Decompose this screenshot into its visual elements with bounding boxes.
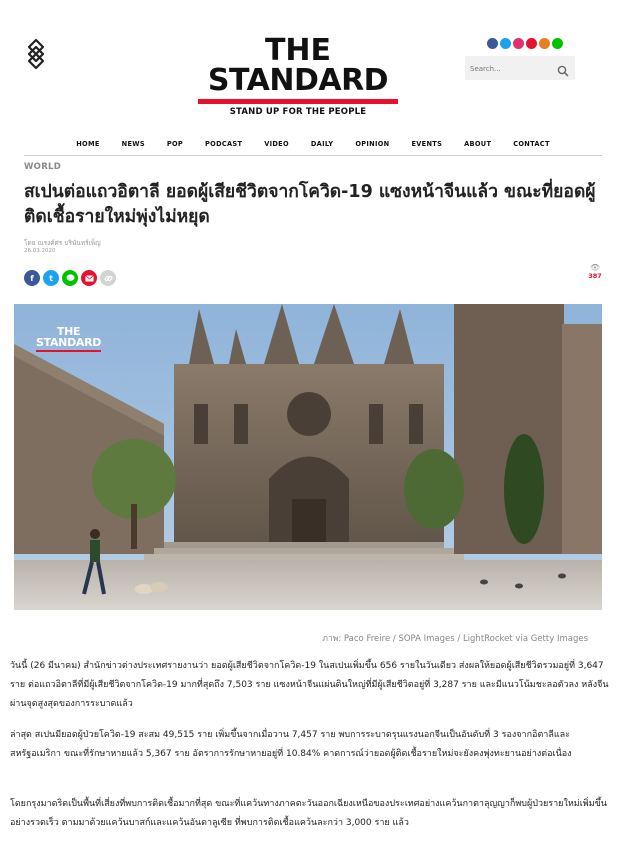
line-icon[interactable]	[62, 270, 78, 286]
article-byline: โดย ณรงค์ศร บรินันทร์เพ็ญ	[24, 239, 101, 247]
nav-item-podcast[interactable]: PODCAST	[205, 140, 243, 148]
facebook-icon[interactable]: f	[24, 270, 40, 286]
twitter-icon[interactable]: t	[43, 270, 59, 286]
site-menu-icon[interactable]	[20, 38, 52, 70]
site-tagline: STAND UP FOR THE PEOPLE	[229, 107, 367, 117]
nav-item-news[interactable]: NEWS	[121, 140, 145, 148]
link-icon[interactable]	[100, 270, 116, 286]
view-counter	[585, 264, 605, 280]
facebook-icon[interactable]	[487, 38, 498, 49]
line-icon[interactable]	[552, 38, 563, 49]
article-title: สเปนต่อแถวอิตาลี ยอดผู้เสียชีวิตจากโควิด-19 แซงหน้าจีนแล้ว ขณะที่ยอดผู้ติดเชื้อรายใหม่พุ่งไม่หยุด	[24, 182, 596, 227]
logo-line-the: THE	[264, 33, 332, 68]
image-watermark	[36, 326, 101, 352]
nav-item-video[interactable]: VIDEO	[264, 140, 289, 148]
soundcloud-icon[interactable]	[539, 38, 550, 49]
social-links	[487, 38, 563, 49]
twitter-icon[interactable]	[500, 38, 511, 49]
nav-item-opinion[interactable]: OPINION	[355, 140, 390, 148]
main-nav	[24, 140, 602, 148]
nav-item-about[interactable]: ABOUT	[464, 140, 492, 148]
youtube-icon[interactable]	[526, 38, 537, 49]
search-box	[465, 56, 575, 80]
watermark-line-standard: STANDARD	[36, 336, 102, 349]
nav-item-pop[interactable]: POP	[166, 140, 184, 148]
article-date: 26.03.2020	[24, 248, 56, 254]
share-buttons	[24, 270, 116, 286]
email-icon[interactable]	[81, 270, 97, 286]
image-caption: ภาพ: Paco Freire / SOPA Images / LightRocket via Getty Images	[322, 634, 588, 644]
watermark-red-bar	[36, 350, 101, 352]
view-count: 387	[588, 272, 602, 280]
logo-line-standard: STANDARD	[207, 63, 389, 98]
site-logo[interactable]	[192, 33, 404, 104]
article-paragraph-1: วันนี้ (26 มีนาคม) สำนักข่าวต่างประเทศรายงานว่า ยอดผู้เสียชีวิตจากโควิด-19 ในสเปนเพิ่มขึ้น 656 รายในวันเดียว ส่งผลให้ยอดผู้เสียชีวิตรวมอยู่ที่ 3,647 ราย ต่อแถวอิตาลีที่มีผู้เสียชีวิตจากโควิด-19 มากที่สุดถึง 7,503 ราย แซงหน้าจีนแผ่นดินใหญ่ที่มีผู้เสียชีวิตอยู่ที่ 3,287 ราย และมีแนวโน้มชะลอตัวลง หลังจีนผ่านจุดสูงสุดของการระบาดแล้ว	[10, 661, 609, 709]
article-paragraph-3: โดยกรุงมาดริดเป็นพื้นที่เสี่ยงที่พบการติดเชื้อมากที่สุด ขณะที่แคว้นทางภาคตะวันออกเฉียงเหนือของประเทศอย่างแคว้นกาตาลุญญาก็พบผู้ป่วยรายใหม่เพิ่มขึ้นอย่างรวดเร็ว ตามมาด้วยแคว้นบาสก์และแคว้นอันดาลูเซีย ที่พบการติดเชื้อแคว้นละกว่า 3,000 ราย แล้ว	[10, 799, 607, 828]
search-input[interactable]	[465, 57, 555, 81]
eye-icon: 👁	[589, 263, 601, 272]
nav-divider	[24, 155, 602, 156]
nav-item-home[interactable]: HOME	[76, 140, 100, 148]
nav-item-daily[interactable]: DAILY	[310, 140, 334, 148]
article-paragraph-2: ล่าสุด สเปนมียอดผู้ป่วยโควิด-19 สะสม 49,515 ราย เพิ่มขึ้นจากเมื่อวาน 7,457 ราย พบการระบาดรุนแรงนอกจีนเป็นอันดับที่ 3 รองจากอิตาลีและสหรัฐอเมริกา ขณะที่รักษาหายแล้ว 5,367 ราย อัตราการรักษาหายอยู่ที่ 10.84% คาดการณ์ว่ายอดผู้ติดเชื้อรายใหม่จะยังคงพุ่งทะยานอย่างต่อเนื่อง	[10, 730, 572, 759]
instagram-icon[interactable]	[513, 38, 524, 49]
nav-item-contact[interactable]: CONTACT	[513, 140, 550, 148]
article-hero-image	[14, 304, 602, 610]
article-category[interactable]: WORLD	[24, 162, 62, 172]
logo-red-bar	[198, 99, 398, 104]
nav-item-events[interactable]: EVENTS	[411, 140, 443, 148]
search-icon[interactable]	[557, 62, 569, 74]
watermark-line-the: THE	[56, 325, 81, 338]
